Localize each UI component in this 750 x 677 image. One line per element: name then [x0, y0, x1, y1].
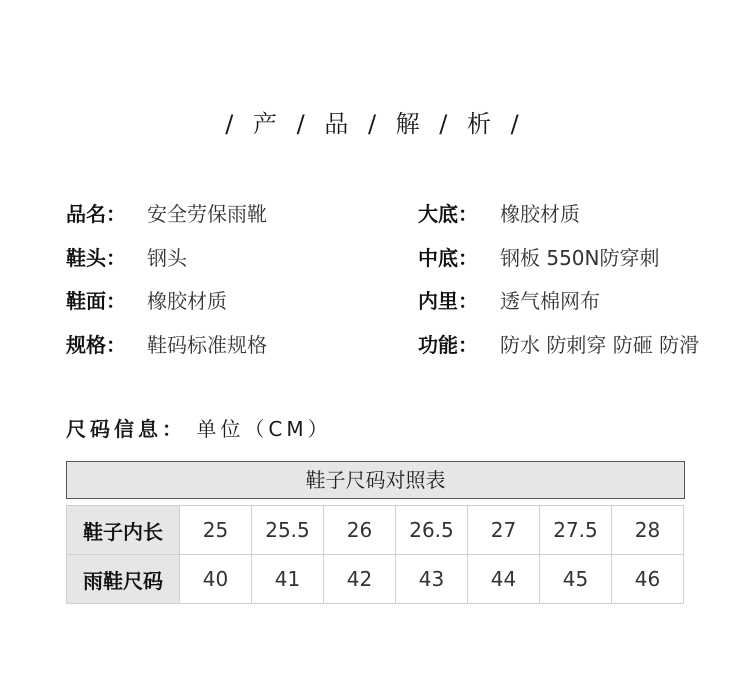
table-cell: 41: [252, 555, 324, 604]
row-header: 雨鞋尺码: [67, 555, 180, 604]
spec-value-upper: 橡胶材质: [147, 289, 227, 313]
size-info-label: 尺码信息：: [66, 417, 186, 441]
spec-value-toe: 钢头: [147, 245, 187, 270]
size-table: [66, 505, 684, 604]
spec-value-outsole: 橡胶材质: [500, 202, 580, 226]
table-row: [67, 506, 684, 555]
spec-row: [66, 242, 726, 286]
table-cell: 25: [180, 506, 252, 555]
table-cell: 27: [468, 506, 540, 555]
table-cell: 43: [396, 555, 468, 604]
size-info-unit: 单位（CM）: [196, 417, 332, 441]
table-cell: 26.5: [396, 506, 468, 555]
row-header: 鞋子内长: [67, 506, 180, 555]
section-title: / 产 / 品 / 解 / 析 /: [225, 110, 525, 138]
spec-key-midsole: 中底：: [418, 245, 478, 270]
spec-list: [66, 198, 726, 372]
spec-key-lining: 内里：: [418, 289, 478, 313]
table-cell: 44: [468, 555, 540, 604]
spec-value-midsole: 钢板 550N防穿刺: [500, 245, 660, 270]
spec-key-spec: 规格：: [66, 332, 126, 357]
table-cell: 45: [540, 555, 612, 604]
spec-row: [66, 329, 726, 373]
table-cell: 40: [180, 555, 252, 604]
table-cell: 42: [324, 555, 396, 604]
table-row: [67, 555, 684, 604]
spec-key-outsole: 大底：: [418, 202, 478, 226]
spec-value-function: 防水 防刺穿 防砸 防滑: [500, 332, 700, 357]
table-cell: 25.5: [252, 506, 324, 555]
table-cell: 46: [612, 555, 684, 604]
table-cell: 27.5: [540, 506, 612, 555]
spec-key-upper: 鞋面：: [66, 289, 126, 313]
table-cell: 26: [324, 506, 396, 555]
spec-row: [66, 198, 726, 242]
size-table-title: 鞋子尺码对照表: [66, 461, 685, 499]
size-info-heading: [66, 413, 332, 442]
spec-row: [66, 285, 726, 329]
spec-value-spec: 鞋码标准规格: [147, 332, 267, 357]
spec-key-function: 功能：: [418, 332, 478, 357]
spec-key-product-name: 品名：: [66, 202, 126, 226]
spec-key-toe: 鞋头：: [66, 245, 126, 270]
spec-value-product-name: 安全劳保雨靴: [147, 202, 267, 226]
table-cell: 28: [612, 506, 684, 555]
spec-value-lining: 透气棉网布: [500, 289, 600, 313]
